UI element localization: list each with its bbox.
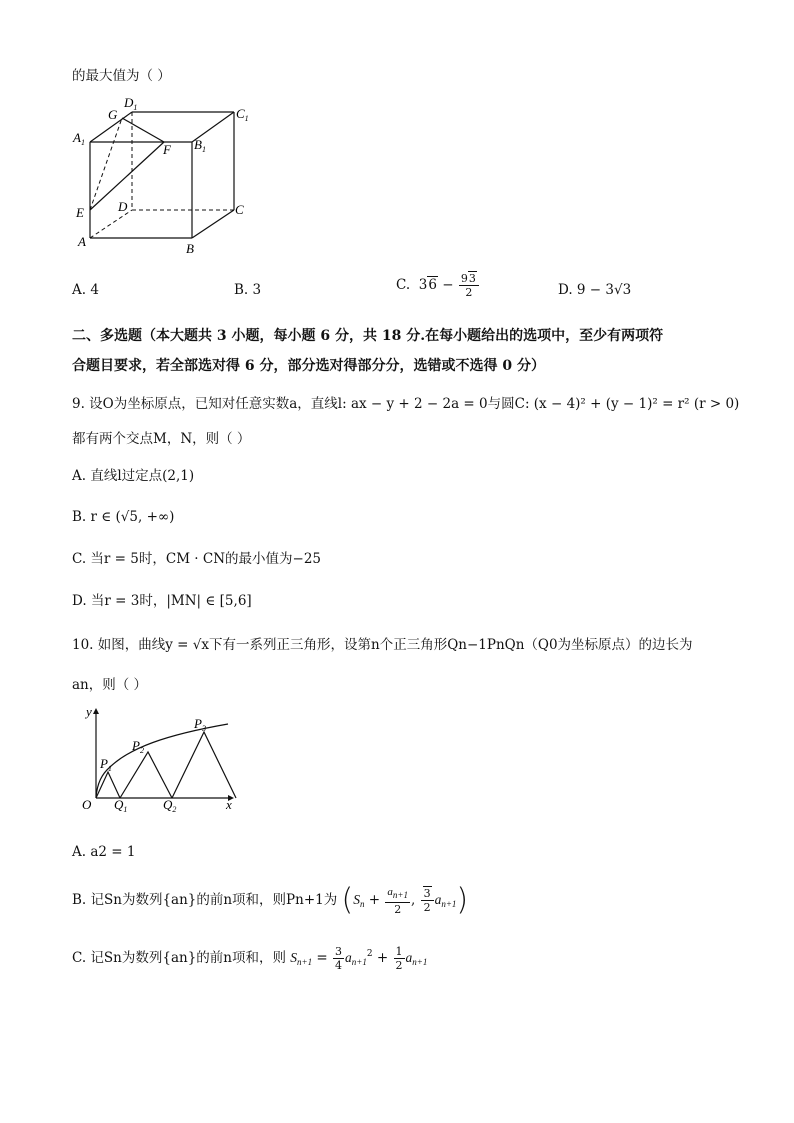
label-c1: $C_1$ (236, 106, 249, 123)
section2-heading-line1: 二、多选题（本大题共 3 小题，每小题 6 分，共 18 分.在每小题给出的选项中，至少有两项符 (72, 328, 664, 344)
q9-choice-a[interactable]: A. 直线l过定点(2,1) (72, 468, 195, 484)
label-p3: $P_3$ (194, 716, 206, 733)
q10-choice-c[interactable] (72, 944, 427, 972)
label-origin: O (82, 797, 92, 812)
label-y-axis: y (86, 704, 92, 719)
label-d: D (118, 199, 128, 214)
q8-choice-b[interactable]: B. 3 (234, 282, 262, 298)
label-b: B (186, 241, 194, 256)
q9-stem-line1: 9. 设O为坐标原点，已知对任意实数a，直线l: ax − y + 2 − 2a = 0与圆C: (x − 4)² + (y − 1)² = r² (r > 0) (72, 396, 740, 412)
q8-choice-c[interactable] (396, 272, 480, 299)
q10-stem-line2: an，则（ ） (72, 677, 148, 693)
q10-stem-line1: 10. 如图，曲线y = √x下有一系列正三角形，设第n个正三角形Qn−1PnQn（Q0为坐标原点）的边长为 (72, 637, 693, 653)
q10-choice-c-expr: $S_{n+1}$ = $\frac{3}{4}$ $a_{n+1}^2$ + $\frac{1}{2}$ $a_{n+1}$ (290, 945, 428, 972)
section2-heading-line2: 合题目要求，若全部选对得 6 分，部分选对得部分分，选错或不选得 0 分） (72, 358, 545, 374)
label-g: G (108, 107, 118, 122)
q10-choice-b-point: ($S_n$ + $\frac{a_{n+1}}{2}$ , $\frac{3}{2}$ $a_{n+1}$) (341, 882, 469, 918)
q10-choice-a[interactable]: A. a2 = 1 (72, 844, 136, 860)
q8-choice-c-prefix: C. (396, 277, 411, 293)
label-c: C (235, 202, 244, 217)
label-b1: $B_1$ (194, 137, 206, 154)
cube-figure (70, 96, 260, 258)
q9-choice-c[interactable]: C. 当r = 5时，CM · CN的最小值为−25 (72, 551, 322, 567)
q10-choice-b[interactable] (72, 882, 469, 918)
label-p1: $P_1$ (100, 756, 112, 773)
q8-choice-c-expr: 36 − $\frac{93}{2}$ (414, 277, 479, 293)
curve-figure (70, 700, 242, 818)
q8-choice-a[interactable]: A. 4 (72, 282, 99, 298)
q9-stem-line2: 都有两个交点M，N，则（ ） (72, 431, 251, 447)
label-d1: $D_1$ (124, 96, 138, 112)
label-x-axis: x (226, 797, 232, 812)
q9-choice-d[interactable]: D. 当r = 3时，|MN| ∈ [5,6] (72, 593, 252, 609)
intro-text: 的最大值为（ ） (72, 68, 171, 84)
label-a1: $A_1$ (73, 130, 85, 147)
label-f: F (163, 142, 171, 157)
q10-choice-b-prefix: B. 记Sn为数列{an}的前n项和，则Pn+1为 (72, 892, 338, 908)
label-a: A (78, 234, 86, 249)
q8-choice-d[interactable]: D. 9 − 3√3 (558, 282, 632, 298)
label-e: E (76, 205, 84, 220)
label-p2: $P_2$ (132, 738, 144, 755)
label-q1: $Q_1$ (114, 797, 128, 814)
q9-choice-b[interactable]: B. r ∈ (√5, +∞) (72, 509, 175, 525)
q10-choice-c-prefix: C. 记Sn为数列{an}的前n项和，则 (72, 950, 286, 966)
label-q2: $Q_2$ (163, 797, 177, 814)
